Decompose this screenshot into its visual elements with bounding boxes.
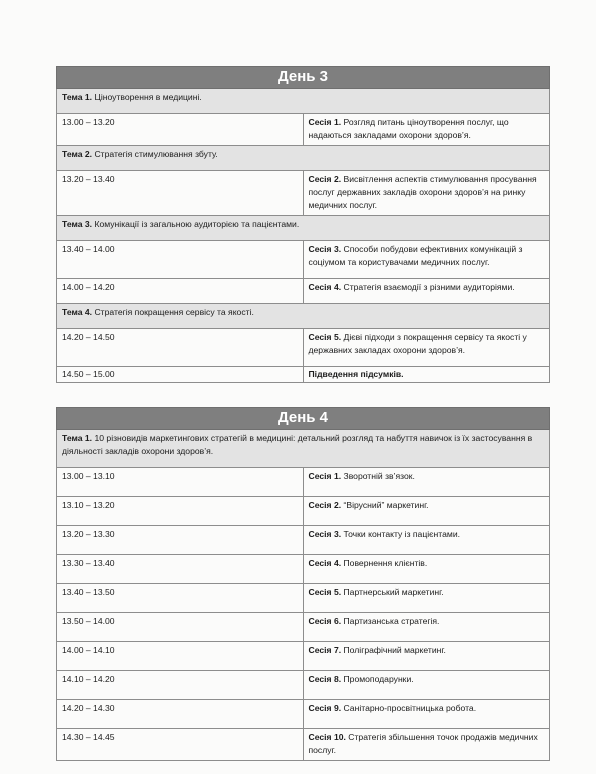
session-time: 13.40 – 13.50 [57, 584, 304, 613]
session-label: Сесія 7. [308, 645, 342, 655]
session-text: Партнерський маркетинг. [343, 587, 444, 597]
session-text: Промоподарунки. [343, 674, 414, 684]
session-label: Сесія 3. [308, 529, 342, 539]
session-time: 14.10 – 14.20 [57, 671, 304, 700]
session-cell [303, 328, 550, 366]
session-cell [303, 700, 550, 729]
session-label: Сесія 9. [308, 703, 342, 713]
session-text: Стратегія взаємодії з різними аудиторіями. [343, 281, 515, 292]
topic-row [57, 430, 550, 468]
session-time: 13.40 – 14.00 [57, 240, 304, 278]
session-cell [303, 671, 550, 700]
session-text: Дієві підходи з покращення сервісу та якості у державних закладах охорони здоров’я. [308, 331, 527, 355]
session-label: Сесія 3. [308, 243, 342, 254]
session-time: 14.20 – 14.30 [57, 700, 304, 729]
session-row [57, 729, 550, 761]
topic-label: Тема 1. [62, 92, 93, 102]
session-text: Повернення клієнтів. [343, 558, 428, 568]
day3-schedule-table [56, 66, 550, 383]
session-cell [303, 526, 550, 555]
session-row [57, 240, 550, 278]
session-label: Сесія 2. [308, 500, 342, 510]
topic-label: Тема 2. [62, 148, 93, 159]
topic-row [57, 215, 550, 240]
session-text: Способи побудови ефективних комунікацій з соціумом та користувачами медичних послуг. [308, 243, 523, 267]
topic-row [57, 303, 550, 328]
session-cell [303, 278, 550, 303]
session-label: Сесія 1. [308, 117, 342, 127]
day4-title: День 4 [57, 408, 550, 430]
day4-schedule-table [56, 407, 550, 761]
topic-cell [57, 430, 550, 468]
day-header-row [57, 408, 550, 430]
session-text: Точки контакту із пацієнтами. [343, 529, 461, 539]
session-cell [303, 240, 550, 278]
session-label: Сесія 10. [308, 732, 346, 742]
topic-text: 10 різновидів маркетингових стратегій в медицині: детальний розгляд та набуття навичок із їх застосування в діяльності закладів охорони здоров’я. [62, 433, 533, 457]
session-cell [303, 555, 550, 584]
session-label: Сесія 2. [308, 173, 342, 184]
topic-text: Ціноутворення в медицині. [94, 92, 202, 102]
session-time: 13.10 – 13.20 [57, 497, 304, 526]
session-row [57, 114, 550, 146]
session-label: Сесія 6. [308, 616, 342, 626]
summary-time: 14.50 – 15.00 [57, 366, 304, 382]
day-header-row [57, 67, 550, 89]
topic-text: Комунікації із загальною аудиторією та пацієнтами. [94, 218, 300, 229]
session-text: Партизанська стратегія. [343, 616, 440, 626]
session-label: Сесія 1. [308, 471, 342, 481]
session-text: “Вірусний” маркетинг. [343, 500, 429, 510]
session-row [57, 613, 550, 642]
topic-row [57, 145, 550, 170]
session-cell [303, 114, 550, 146]
topic-cell [57, 89, 550, 114]
session-cell [303, 613, 550, 642]
session-row [57, 526, 550, 555]
topic-row [57, 89, 550, 114]
session-time: 13.00 – 13.20 [57, 114, 304, 146]
session-row [57, 700, 550, 729]
summary-row [57, 366, 550, 382]
day3-title: День 3 [57, 67, 550, 89]
session-text: Поліграфічний маркетинг. [343, 645, 446, 655]
session-time: 14.20 – 14.50 [57, 328, 304, 366]
session-row [57, 671, 550, 700]
session-label: Сесія 8. [308, 674, 342, 684]
session-time: 14.00 – 14.20 [57, 278, 304, 303]
topic-label: Тема 1. [62, 433, 93, 443]
session-time: 14.30 – 14.45 [57, 729, 304, 761]
session-text: Розгляд питань ціноутворення послуг, що надаються закладами охорони здоров’я. [308, 117, 509, 141]
session-time: 13.20 – 13.30 [57, 526, 304, 555]
session-row [57, 170, 550, 215]
topic-label: Тема 4. [62, 306, 93, 317]
session-text: Стратегія збільшення точок продажів медичних послуг. [308, 732, 538, 756]
session-cell [303, 497, 550, 526]
summary-text: Підведення підсумків. [303, 366, 550, 382]
session-time: 13.30 – 13.40 [57, 555, 304, 584]
session-label: Сесія 4. [308, 558, 342, 568]
session-label: Сесія 4. [308, 281, 342, 292]
session-cell [303, 170, 550, 215]
topic-cell [57, 145, 550, 170]
topic-text: Стратегія покращення сервісу та якості. [94, 306, 254, 317]
session-row [57, 497, 550, 526]
session-text: Зворотній зв’язок. [343, 471, 415, 481]
session-time: 13.50 – 14.00 [57, 613, 304, 642]
session-cell [303, 729, 550, 761]
session-cell [303, 584, 550, 613]
topic-label: Тема 3. [62, 218, 93, 229]
session-cell [303, 642, 550, 671]
session-label: Сесія 5. [308, 331, 342, 342]
session-row [57, 468, 550, 497]
session-label: Сесія 5. [308, 587, 342, 597]
session-text: Висвітлення аспектів стимулювання просування послуг державних закладів охорони здоров’я на ринку медичних послуг. [308, 173, 537, 211]
session-row [57, 555, 550, 584]
topic-text: Стратегія стимулювання збуту. [94, 148, 218, 159]
session-row [57, 328, 550, 366]
session-time: 13.20 – 13.40 [57, 170, 304, 215]
session-cell [303, 468, 550, 497]
topic-cell [57, 303, 550, 328]
session-row [57, 278, 550, 303]
session-time: 13.00 – 13.10 [57, 468, 304, 497]
session-row [57, 584, 550, 613]
session-time: 14.00 – 14.10 [57, 642, 304, 671]
session-text: Санітарно-просвітницька робота. [343, 703, 477, 713]
session-row [57, 642, 550, 671]
topic-cell [57, 215, 550, 240]
